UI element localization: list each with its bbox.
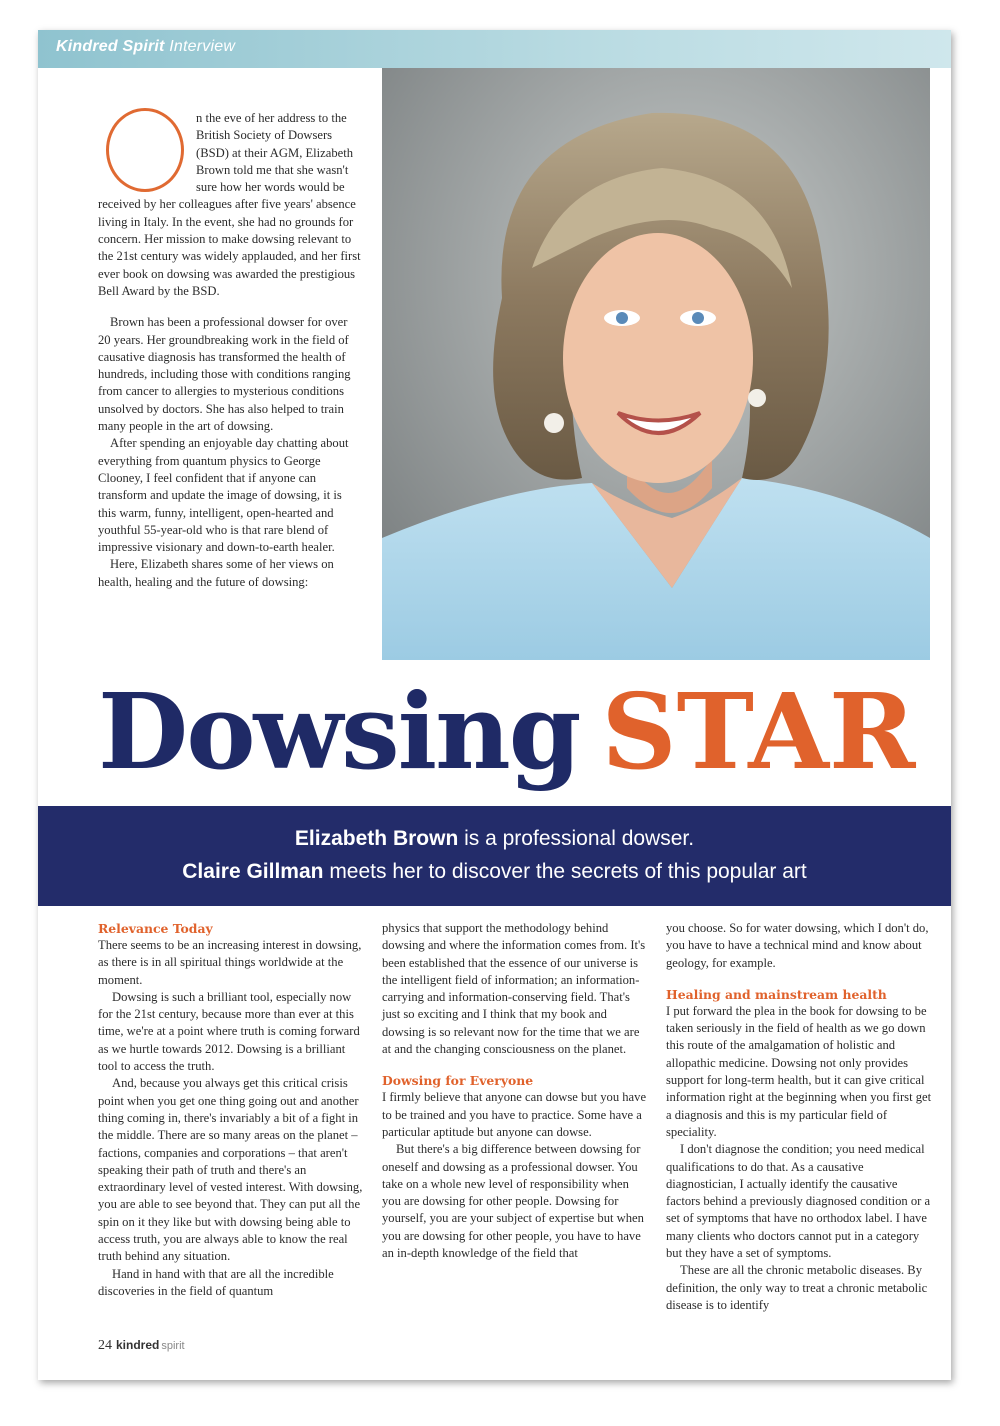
page-folio [98,1338,185,1354]
subheading-relevance-today: Relevance Today [98,921,213,936]
standfirst-line-1: Elizabeth Brown is a professional dowser. [294,827,695,850]
portrait-illustration [382,68,930,660]
body-paragraph: And, because you always get this critical crisis point when you get one thing going out and another thing coming in, there's invariably a bit of a fight in the middle. There are so many areas on the planet – factions, companies and corporations – that aren't speaking their path of truth and there's an extraordinary level of vested interest. With dowsing, you are able to see beyond that. They can put all the spin on it they like but with dowsing being able to access truth, you are always able to know the real truth behind any situation. [98,1076,363,1264]
dropcap-o [106,108,184,192]
body-paragraph: Hand in hand with that are all the incredible discoveries in the field of quantum [98,1266,334,1298]
headline [98,662,958,812]
intro-paragraph-3: After spending an enjoyable day chatting about everything from quantum physics to George Clooney, I feel confident that if anyone can transform and update the image of dowsing, it is this warm, funny, intelligent, open-hearted and youthful 55-year-old who is that rare blend of impressive visionary and down-to-earth healer. [98,436,349,555]
body-column-1 [98,920,364,1300]
intro-paragraph-2: Brown has been a professional dowser for over 20 years. Her groundbreaking work in the field of causative diagnosis has transformed the health of hundreds, including those with conditions ranging from cancer to allergies to mysterious conditions unsolved by doctors. She has also helped to train many people in the art of dowsing. [98,315,351,434]
body-column-2 [382,920,648,1262]
body-paragraph: These are all the chronic metabolic diseases. By definition, the only way to treat a chronic metabolic disease is to identify [666,1263,928,1312]
headline-word-star: STAR [601,670,916,793]
body-paragraph: physics that support the methodology behind dowsing and where the information comes from. It's been established that the essence of our universe is the intelligent field of information; an information-carrying and information-conserving field. That's just so exciting and I think that my book and dowsing is so relevant now for the time that we are at and the changing consciousness on the planet. [382,921,646,1057]
subheading-dowsing-for-everyone: Dowsing for Everyone [382,1073,534,1089]
portrait-photo [382,68,930,660]
body-paragraph: I put forward the plea in the book for dowsing to be taken seriously in the field of health as we go down this route of the amalgamation of holistic and allopathic medicine. Dowsing not only provides support for long-term health, but it can give critical information right at the beginning when you first get a diagnosis and this is my particular field of speciality. [666,1003,932,1139]
body-paragraph: There seems to be an increasing interest in dowsing, as there is in all spiritual things worldwide at the moment. [98,938,362,987]
headline-word-dowsing: Dowsing [98,670,580,793]
folio-spirit: spirit [161,1340,185,1352]
body-paragraph: I firmly believe that anyone can dowse but you have to be trained and you have to practice. Some have a particular aptitude but anyone can dowse. [382,1090,647,1139]
body-column-3 [666,920,932,1314]
body-paragraph: Dowsing is such a brilliant tool, especially now for the 21st century, because more than ever at this time, we're at a point where truth is coming forward as we hurtle towards 2012. Dowsing is a brilliant tool to access the truth. [98,989,360,1074]
intro-paragraph-4: Here, Elizabeth shares some of her views on health, healing and the future of dowsing: [98,557,334,589]
subheading-healing-mainstream-health: Healing and mainstream health [666,986,887,1002]
body-paragraph: I don't diagnose the condition; you need medical qualifications to do that. As a causative diagnostician, I actually identify the causative factors behind a previously diagnosed condition or a set of symptoms that have no orthodox label. I have many clients who doctors cannot put in a category but they have a set of symptoms. [666,1142,931,1261]
page-number: 24 [98,1338,112,1353]
intro-text [98,110,362,591]
body-paragraph: But there's a big difference between dowsing for oneself and dowsing as a professional dowser. You take on a whole new level of responsibility when you are dowsing for other people. Dowsing for yourself, you are your subject of expertise but when you are dowsing for other people, you have to have an in-depth knowledge of the field that [382,1142,644,1261]
intro-paragraph-1: n the eve of her address to the British Society of Dowsers (BSD) at their AGM, Elizabeth Brown told me that she wasn't sure how her words would be received by her colleagues after five years' absence living in Italy. In the event, she had no grounds for concern. Her mission to make dowsing relevant to the 21st century was widely applauded, and her first ever book on dowsing was awarded the prestigious Bell Award by the BSD. [98,110,362,300]
header-bar [38,30,951,68]
standfirst-line-2: Claire Gillman meets her to discover the secrets of this popular art [182,860,807,883]
magazine-page [38,30,951,1380]
folio-kindred: kindred [116,1338,160,1352]
section-brand: Kindred Spirit Interview [56,38,236,55]
standfirst-banner [38,806,951,906]
body-paragraph: you choose. So for water dowsing, which I don't do, you have to have a technical mind and know about geology, for example. [666,921,929,970]
